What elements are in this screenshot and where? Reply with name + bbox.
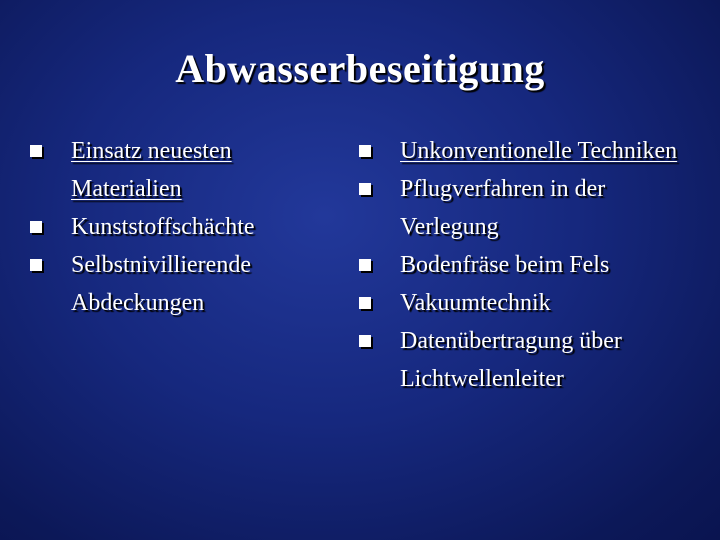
list-item-text: Selbstnivillierende Abdeckungen xyxy=(71,252,251,316)
left-bullet-list xyxy=(26,132,326,322)
right-bullet-list xyxy=(355,132,695,398)
list-item xyxy=(26,208,326,246)
list-item-text: Vakuumtechnik xyxy=(400,290,551,316)
list-item xyxy=(355,170,695,246)
list-item xyxy=(355,132,695,170)
square-bullet-icon xyxy=(359,335,371,347)
list-item xyxy=(355,284,695,322)
slide-title: Abwasserbeseitigung xyxy=(175,46,545,91)
list-item xyxy=(355,322,695,398)
square-bullet-icon xyxy=(30,259,42,271)
list-item-text: Kunststoffschächte xyxy=(71,214,255,240)
list-item-text: Bodenfräse beim Fels xyxy=(400,252,610,278)
square-bullet-icon xyxy=(359,297,371,309)
square-bullet-icon xyxy=(359,259,371,271)
list-item xyxy=(26,246,326,322)
square-bullet-icon xyxy=(30,145,42,157)
list-item-text: Datenübertragung über Lichtwellenleiter xyxy=(400,328,622,392)
square-bullet-icon xyxy=(359,183,371,195)
link-unkonventionelle-techniken[interactable]: Unkonventionelle Techniken xyxy=(400,138,678,164)
list-item-text: Pflugverfahren in der Verlegung xyxy=(400,176,606,240)
square-bullet-icon xyxy=(30,221,42,233)
list-item xyxy=(355,246,695,284)
square-bullet-icon xyxy=(359,145,371,157)
list-item xyxy=(26,132,326,208)
link-einsatz-neuesten-materialien[interactable]: Einsatz neuesten Materialien xyxy=(71,138,232,202)
